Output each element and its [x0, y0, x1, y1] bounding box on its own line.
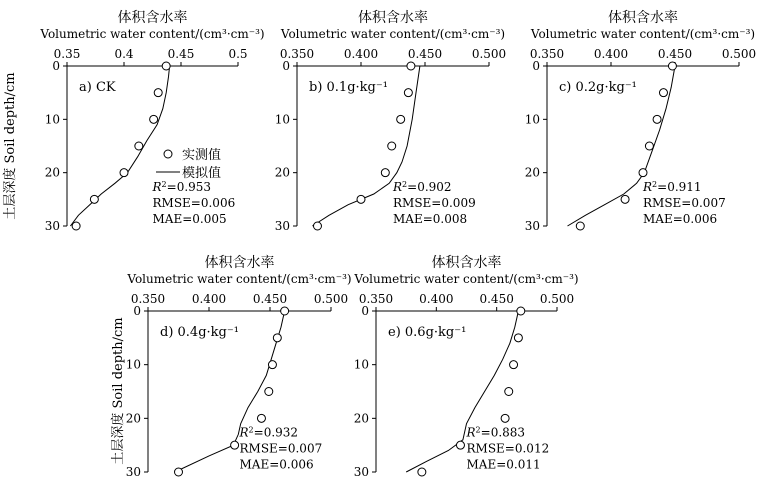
- data-point-observed: [257, 414, 265, 422]
- stat-r2-exponent: 2: [652, 179, 658, 189]
- legend-label-simulated: 模拟值: [182, 166, 222, 181]
- stat-r2-symbol: R: [466, 425, 476, 440]
- stat-r2-exponent: 2: [475, 425, 481, 435]
- stat-rmse: RMSE=0.009: [393, 195, 476, 210]
- x-tick-label: 0.400: [191, 292, 227, 306]
- x-tick-label: 0.450: [407, 47, 443, 61]
- stat-r2-value: =0.953: [166, 179, 212, 194]
- panel-title-en: Volumetric water content/(cm³·cm⁻³): [530, 27, 756, 41]
- data-point-observed: [265, 388, 273, 396]
- legend-marker-observed: [164, 150, 172, 158]
- data-point-observed: [120, 169, 128, 177]
- x-tick-label: 0.35: [53, 47, 81, 61]
- y-tick-label: 30: [524, 219, 540, 233]
- x-tick-label: 0.450: [252, 292, 288, 306]
- data-point-observed: [639, 169, 647, 177]
- stat-r2-value: =0.883: [480, 425, 526, 440]
- y-tick-label: 20: [44, 165, 60, 180]
- data-point-observed: [150, 115, 158, 123]
- x-tick-label: 0.45: [167, 47, 195, 61]
- data-point-observed: [90, 195, 98, 203]
- x-tick-label: 0.450: [479, 292, 514, 306]
- chart-panel-3: [525, 9, 756, 233]
- data-point-observed: [388, 142, 396, 150]
- stat-r2-value: =0.932: [253, 425, 299, 440]
- x-tick-label: 0.350: [279, 47, 315, 61]
- panel-title-cn: 体积含水率: [608, 10, 678, 26]
- data-point-observed: [404, 89, 412, 97]
- x-tick-label: 0.350: [358, 292, 394, 306]
- x-tick-label: 0.400: [343, 47, 379, 61]
- stat-r2-exponent: 2: [161, 179, 167, 189]
- y-tick-label: 10: [44, 112, 60, 127]
- data-point-observed: [514, 334, 522, 342]
- stat-rmse: RMSE=0.012: [466, 441, 550, 456]
- stat-rmse: RMSE=0.006: [152, 195, 236, 210]
- y-tick-label: 10: [524, 112, 540, 127]
- chart-panel-2: [275, 9, 506, 233]
- y-tick-label: 0: [361, 304, 369, 318]
- stat-r2: [239, 425, 299, 440]
- stat-mae: MAE=0.006: [239, 457, 314, 472]
- stat-r2-exponent: 2: [402, 179, 408, 189]
- panel-title-cn: 体积含水率: [431, 255, 502, 271]
- panel-title-en: Volumetric water content/(cm³·cm⁻³): [127, 272, 352, 286]
- data-point-observed: [175, 468, 183, 476]
- x-tick-label: 0.5: [228, 47, 248, 61]
- stat-r2-symbol: R: [643, 179, 653, 194]
- stat-r2: [642, 179, 702, 194]
- data-point-observed: [456, 441, 464, 449]
- y-tick-label: 30: [353, 465, 369, 479]
- x-tick-label: 0.350: [529, 47, 565, 61]
- y-tick-label: 10: [353, 357, 369, 372]
- panel-title-en: Volumetric water content/(cm³·cm⁻³): [354, 272, 579, 286]
- data-point-observed: [576, 222, 584, 230]
- panel-label: e) 0.6g·kg⁻¹: [388, 325, 467, 340]
- data-point-observed: [621, 195, 629, 203]
- y-tick-label: 30: [125, 465, 141, 479]
- data-point-observed: [357, 195, 365, 203]
- x-tick-label: 0.350: [130, 292, 166, 306]
- data-point-observed: [653, 115, 661, 123]
- stat-r2-value: =0.902: [407, 179, 452, 194]
- data-point-observed: [268, 361, 276, 369]
- chart-panel-4: [126, 254, 352, 479]
- panel-title-cn: 体积含水率: [204, 255, 275, 271]
- stat-r2: [466, 425, 526, 440]
- data-point-observed: [72, 222, 80, 230]
- data-point-observed: [659, 89, 667, 97]
- data-point-observed: [645, 142, 653, 150]
- y-axis-label-row-2: 土层深度 Soil depth/cm: [111, 317, 126, 465]
- y-tick-label: 20: [125, 411, 141, 426]
- data-point-observed: [381, 169, 389, 177]
- stat-r2-symbol: R: [393, 179, 403, 194]
- data-point-observed: [135, 142, 143, 150]
- data-point-observed: [517, 307, 525, 315]
- panel-title-en: Volumetric water content/(cm³·cm⁻³): [40, 27, 265, 41]
- y-axis-label-row-1: 土层深度 Soil depth/cm: [3, 72, 18, 220]
- data-point-observed: [162, 62, 170, 70]
- stat-r2-exponent: 2: [248, 425, 254, 435]
- y-tick-label: 30: [274, 219, 290, 233]
- data-point-observed: [668, 62, 676, 70]
- stat-mae: MAE=0.006: [643, 211, 718, 226]
- panel-label: c) 0.2g·kg⁻¹: [559, 80, 637, 95]
- x-tick-label: 0.500: [539, 292, 575, 306]
- data-point-observed: [407, 62, 415, 70]
- data-point-observed: [273, 334, 281, 342]
- y-tick-label: 10: [274, 112, 290, 127]
- data-point-observed: [154, 89, 162, 97]
- chart-panel-1: [39, 9, 264, 233]
- y-tick-label: 0: [532, 59, 540, 73]
- stat-r2: [152, 179, 212, 194]
- data-point-observed: [505, 388, 513, 396]
- stat-mae: MAE=0.011: [466, 457, 541, 472]
- legend: [156, 147, 221, 181]
- x-tick-label: 0.4: [114, 47, 134, 61]
- stat-rmse: RMSE=0.007: [239, 441, 323, 456]
- stat-r2-value: =0.911: [657, 179, 702, 194]
- stat-mae: MAE=0.005: [152, 211, 227, 226]
- panel-title-cn: 体积含水率: [117, 10, 188, 26]
- x-tick-label: 0.450: [657, 47, 693, 61]
- y-tick-label: 0: [52, 59, 60, 73]
- stat-r2-symbol: R: [239, 425, 249, 440]
- y-tick-label: 30: [44, 219, 60, 233]
- panel-label: a) CK: [79, 80, 116, 95]
- panel-label: b) 0.1g·kg⁻¹: [309, 80, 388, 95]
- data-point-observed: [397, 115, 405, 123]
- y-tick-label: 20: [353, 411, 369, 426]
- data-point-observed: [501, 414, 509, 422]
- panel-title-cn: 体积含水率: [358, 10, 428, 26]
- panel-title-en: Volumetric water content/(cm³·cm⁻³): [280, 27, 506, 41]
- y-tick-label: 20: [274, 165, 290, 180]
- data-point-observed: [418, 468, 426, 476]
- data-point-observed: [510, 361, 518, 369]
- x-tick-label: 0.400: [419, 292, 454, 306]
- x-tick-label: 0.500: [721, 47, 757, 61]
- x-tick-label: 0.500: [471, 47, 507, 61]
- panel-label: d) 0.4g·kg⁻¹: [160, 325, 239, 340]
- y-tick-label: 10: [125, 357, 141, 372]
- x-tick-label: 0.500: [313, 292, 349, 306]
- y-tick-label: 0: [282, 59, 290, 73]
- y-tick-label: 0: [133, 304, 141, 318]
- y-tick-label: 20: [524, 165, 540, 180]
- stat-mae: MAE=0.008: [393, 211, 468, 226]
- data-point-observed: [313, 222, 321, 230]
- data-point-observed: [281, 307, 289, 315]
- legend-label-observed: 实测值: [182, 148, 222, 163]
- stat-r2: [392, 179, 452, 194]
- stat-rmse: RMSE=0.007: [643, 195, 726, 210]
- x-tick-label: 0.400: [593, 47, 629, 61]
- data-point-observed: [231, 441, 239, 449]
- chart-panel-5: [353, 254, 578, 479]
- stat-r2-symbol: R: [152, 179, 162, 194]
